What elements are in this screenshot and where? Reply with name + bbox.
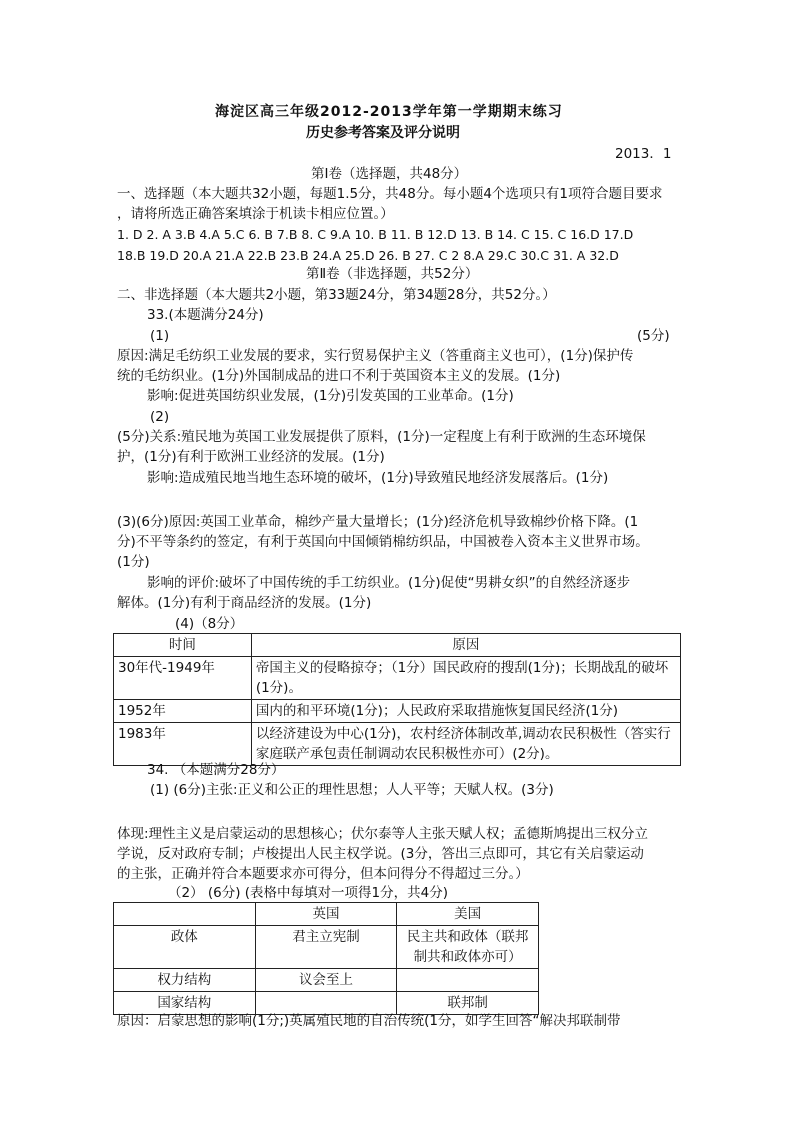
q33-part3-line3: (1分)	[117, 554, 150, 570]
table-cell: 议会至上	[255, 969, 397, 992]
document-subtitle: 历史参考答案及评分说明	[306, 125, 460, 141]
table-header-row	[114, 903, 539, 926]
q34-part1-line4: 的主张，正确并符合本题要求亦可得分，但本问得分不得超过三分。）	[117, 866, 529, 882]
q33-part4-label: (4)（8分）	[175, 616, 244, 632]
q33-part1-score: (5分)	[637, 328, 670, 344]
q34-part1-line3: 学说，反对政府专制；卢梭提出人民主权学说。(3分，答出三点即可，其它有关启蒙运动	[117, 846, 644, 862]
table-cell: 权力结构	[114, 969, 256, 992]
table-row	[114, 969, 539, 992]
table-header-cell: 英国	[255, 903, 397, 926]
q33-part2-line1: (5分)关系:殖民地为英国工业发展提供了原料，(1分)一定程度上有利于欧洲的生态环境保	[117, 429, 646, 445]
answers-line2: 18.B 19.D 20.A 21.A 22.B 23.B 24.A 25.D 26. B 27. C 2 8.A 29.C 30.C 31. A 32.D	[117, 248, 619, 263]
table-header-cell: 原因	[251, 634, 680, 657]
part1-intro-line2: ，请将所选正确答案填涂于机读卡相应位置。）	[117, 206, 394, 222]
table-cell: 国内的和平环境(1分)；人民政府采取措施恢复国民经济(1分)	[251, 700, 680, 723]
document-title: 海淀区高三年级2012-2013学年第一学期期末练习	[215, 104, 563, 120]
table-cell: 1983年	[114, 723, 252, 766]
q34-part3-line1: 原因：启蒙思想的影响(1分;)英属殖民地的自治传统(1分，如学生回答“解决邦联制带	[117, 1013, 621, 1029]
table-cell: 以经济建设为中心(1分)，农村经济体制改革,调动农民积极性（答实行家庭联产承包责任制调动农民积极性亦可）(2分)。	[251, 723, 680, 766]
q33-part3-line5: 解体。(1分)有利于商品经济的发展。(1分)	[117, 595, 372, 611]
table-header-cell: 时间	[114, 634, 252, 657]
q33-part3-line2: 分)不平等条约的签定，有利于英国向中国倾销棉纺织品，中国被卷入资本主义世界市场。	[117, 534, 649, 550]
q33-part1-line1: 原因:满足毛纺织工业发展的要求，实行贸易保护主义（答重商主义也可），(1分)保护传	[117, 348, 634, 364]
table-cell: 君主立宪制	[255, 926, 397, 969]
table-cell: 国家结构	[114, 992, 256, 1015]
q33-part1-line2: 统的毛纺织业。(1分)外国制成品的进口不利于英国资本主义的发展。(1分)	[117, 368, 561, 384]
table-cell: 帝国主义的侵略掠夺；（1分）国民政府的搜刮(1分)；长期战乱的破坏(1分)。	[251, 657, 680, 700]
q34-part2-label: （2） (6分) (表格中每填对一项得1分，共4分)	[168, 885, 449, 901]
q34-part1-line1: (1) (6分)主张:正义和公正的理性思想；人人平等；天赋人权。(3分)	[150, 782, 554, 798]
answers-line1: 1. D 2. A 3.B 4.A 5.C 6. B 7.B 8. C 9.A 10. B 11. B 12.D 13. B 14. C 15. C 16.D 17.D	[117, 227, 634, 242]
document-date: 2013．1	[615, 146, 672, 162]
part2-heading: 第Ⅱ卷（非选择题，共52分）	[306, 266, 479, 282]
table-row	[114, 700, 681, 723]
table-header-row	[114, 634, 681, 657]
part1-heading: 第Ⅰ卷（选择题，共48分）	[311, 166, 468, 182]
q34-part1-line2: 体现:理性主义是启蒙运动的思想核心；伏尔泰等人主张天赋人权；孟德斯鸠提出三权分立	[117, 826, 649, 842]
q33-table	[113, 633, 681, 766]
q33-part1-line3: 影响:促进英国纺织业发展，(1分)引发英国的工业革命。(1分)	[147, 388, 514, 404]
part1-intro-line1: 一、选择题（本大题共32小题，每题1.5分，共48分。每小题4个选项只有1项符合题目要求	[117, 186, 663, 202]
table-cell: 民主共和政体（联邦制共和政体亦可）	[397, 926, 539, 969]
table-header-cell: 美国	[397, 903, 539, 926]
q33-part2-label: (2)	[150, 409, 170, 425]
q33-part2-line2: 护，(1分)有利于欧洲工业经济的发展。(1分)	[117, 449, 385, 465]
q34-title: 34. （本题满分28分）	[147, 762, 285, 778]
table-header-cell	[114, 903, 256, 926]
table-cell: 1952年	[114, 700, 252, 723]
table-row	[114, 657, 681, 700]
part2-intro: 二、非选择题（本大题共2小题，第33题24分，第34题28分，共52分。）	[117, 287, 556, 303]
q33-part3-line4: 影响的评价:破坏了中国传统的手工纺织业。(1分)促使“男耕女织”的自然经济逐步	[147, 575, 631, 591]
table-cell: 联邦制	[397, 992, 539, 1015]
q33-title: 33.(本题满分24分)	[147, 307, 264, 323]
table-cell: 政体	[114, 926, 256, 969]
q33-part1-label: (1)	[150, 328, 170, 344]
q34-table	[113, 902, 539, 1015]
q33-part2-line3: 影响:造成殖民地当地生态环境的破坏，(1分)导致殖民地经济发展落后。(1分)	[147, 470, 609, 486]
table-cell: 30年代-1949年	[114, 657, 252, 700]
table-row	[114, 926, 539, 969]
table-cell	[397, 969, 539, 992]
q33-part3-line1: (3)(6分)原因:英国工业革命，棉纱产量大量增长；(1分)经济危机导致棉纱价格下降。(1	[117, 514, 639, 530]
